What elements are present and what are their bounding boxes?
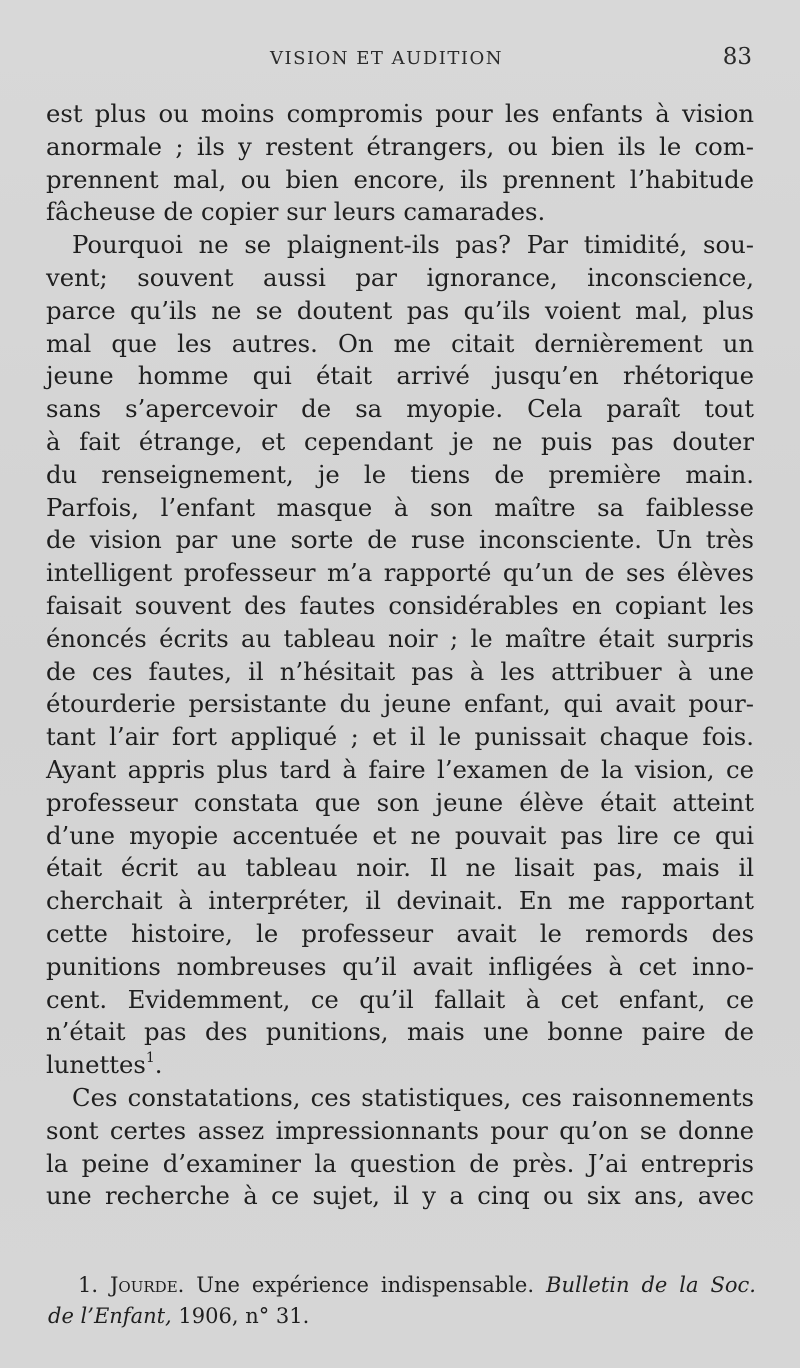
text-line: n’était pas des punitions, mais une bonne paire de bbox=[46, 1017, 754, 1047]
footnote-details: 1906, n° 31. bbox=[171, 1304, 310, 1328]
text-line: est plus ou moins compromis pour les enfants à vision bbox=[46, 99, 754, 128]
footnote-reference[interactable]: 1 bbox=[145, 1050, 155, 1067]
text-line: faisait souvent des fautes considérables en copiant les bbox=[46, 590, 754, 620]
body-text bbox=[46, 98, 754, 1213]
text-line: fâcheuse de copier sur leurs camarades. bbox=[46, 197, 546, 227]
footnote-title: . Une expérience indispensable. bbox=[177, 1273, 535, 1297]
footnote-author: Jourde bbox=[110, 1273, 178, 1297]
text-line: de vision par une sorte de ruse inconsciente. Un très bbox=[46, 525, 754, 555]
text-line: à fait étrange, et cependant je ne puis pas douter bbox=[46, 426, 754, 456]
text-line: tant l’air fort appliqué ; et il le punissait chaque fois. bbox=[46, 722, 754, 752]
text-line: cent. Evidemment, ce qu’il fallait à cet enfant, ce bbox=[46, 984, 754, 1014]
text-line: cette histoire, le professeur avait le remords des bbox=[46, 918, 754, 948]
text-line: d’une myopie accentuée et ne pouvait pas lire ce qui bbox=[46, 820, 754, 850]
footnote-line bbox=[48, 1301, 756, 1332]
text-line-with-footnote bbox=[46, 1049, 754, 1082]
sentence-end: . bbox=[154, 1050, 163, 1080]
text-line: une recherche à ce sujet, il y a cinq ou six ans, avec bbox=[46, 1181, 754, 1211]
text-line: la peine d’examiner la question de près. J’ai entrepris bbox=[46, 1148, 754, 1178]
footnote-journal-cont: de l’Enfant, bbox=[48, 1304, 172, 1328]
text-line: du renseignement, je le tiens de première main. bbox=[46, 459, 754, 489]
text-line: mal que les autres. On me citait dernièrement un bbox=[46, 328, 754, 358]
text-line: Ayant appris plus tard à faire l’examen de la vision, ce bbox=[46, 754, 754, 784]
running-header bbox=[0, 44, 800, 74]
page-number: 83 bbox=[722, 44, 752, 70]
text-line: énoncés écrits au tableau noir ; le maître était surpris bbox=[46, 623, 754, 653]
text-line: punitions nombreuses qu’il avait infligées à cet inno- bbox=[46, 951, 754, 981]
text-line: sans s’apercevoir de sa myopie. Cela paraît tout bbox=[46, 394, 754, 424]
footnote-number: 1. bbox=[78, 1273, 99, 1297]
text-line: anormale ; ils y restent étrangers, ou bien ils le com- bbox=[46, 131, 754, 161]
text-line: Parfois, l’enfant masque à son maître sa faiblesse bbox=[46, 492, 754, 522]
text-line: étourderie persistante du jeune enfant, qui avait pour- bbox=[46, 689, 754, 719]
text-line: était écrit au tableau noir. Il ne lisait pas, mais il bbox=[46, 853, 754, 883]
text-line: de ces fautes, il n’hésitait pas à les attribuer à une bbox=[46, 656, 754, 686]
text-line: sont certes assez impressionnants pour qu’on se donne bbox=[46, 1115, 754, 1145]
text-line: vent; souvent aussi par ignorance, inconscience, bbox=[46, 262, 754, 292]
running-title: VISION ET AUDITION bbox=[270, 48, 503, 69]
text-line: prennent mal, ou bien encore, ils prennent l’habitude bbox=[46, 164, 754, 194]
footnote-journal: Bulletin de la Soc. bbox=[546, 1273, 756, 1297]
text-line: professeur constata que son jeune élève était atteint bbox=[46, 787, 754, 817]
text-line: cherchait à interpréter, il devinait. En me rapportant bbox=[46, 886, 754, 916]
text-line: parce qu’ils ne se doutent pas qu’ils voient mal, plus bbox=[46, 295, 754, 325]
text-line: Pourquoi ne se plaignent-ils pas? Par timidité, sou- bbox=[72, 230, 754, 260]
footnote-line bbox=[48, 1270, 756, 1301]
text-line: intelligent professeur m’a rapporté qu’un de ses élèves bbox=[46, 558, 754, 588]
text-line: Ces constatations, ces statistiques, ces raisonnements bbox=[72, 1082, 754, 1112]
text-line: jeune homme qui était arrivé jusqu’en rhétorique bbox=[46, 361, 754, 391]
footnote bbox=[48, 1270, 756, 1332]
text-line: lunettes bbox=[46, 1050, 146, 1080]
